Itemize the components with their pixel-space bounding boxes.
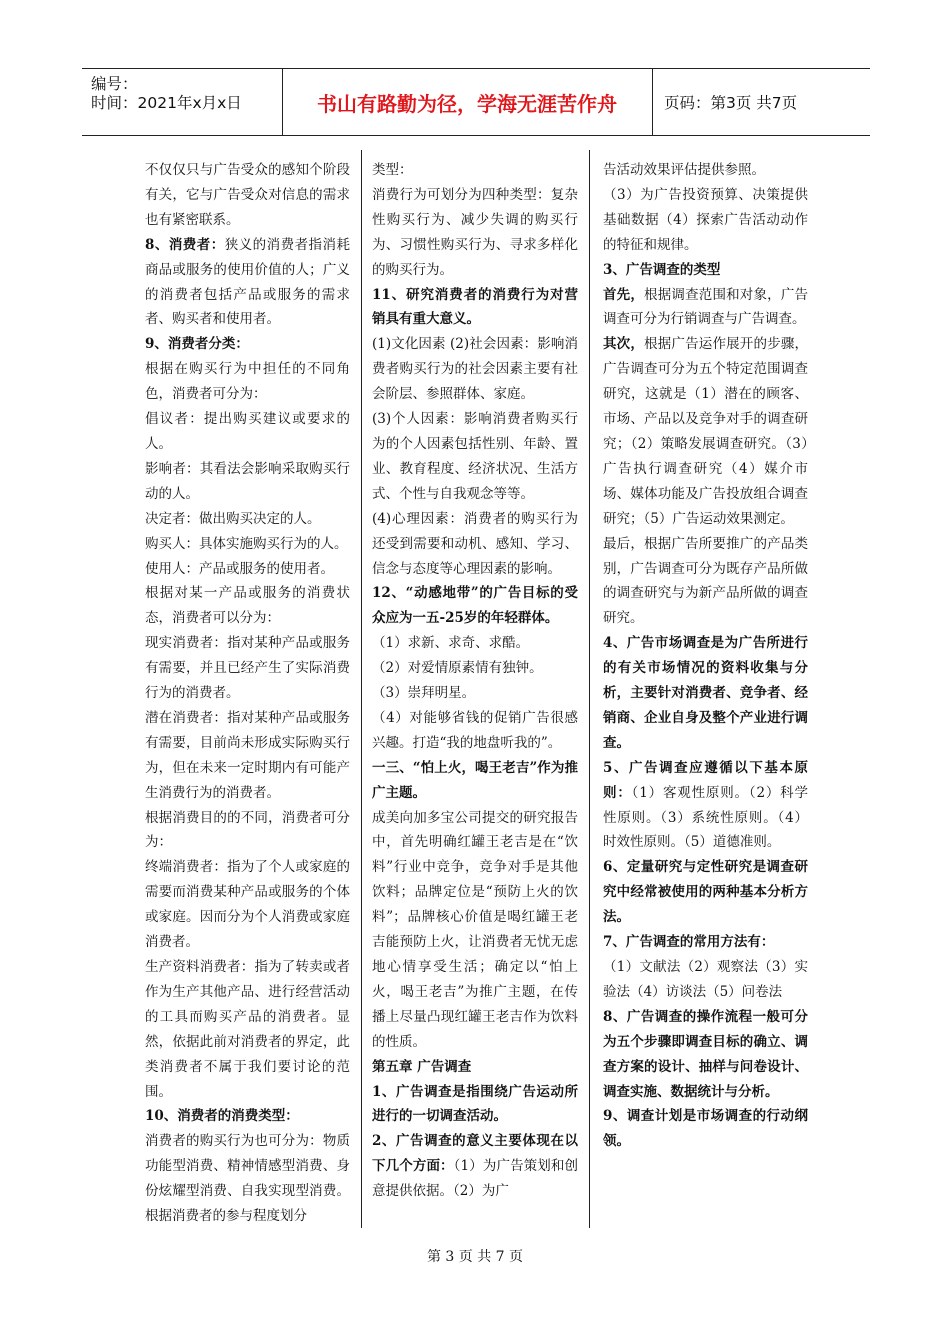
paragraph [145, 532, 350, 557]
paragraph [372, 756, 578, 806]
paragraph [603, 955, 808, 1005]
text-column-1 [145, 158, 350, 1229]
paragraph-text: （1）文献法（2）观察法（3）实验法（4）访谈法（5）问卷法 [603, 959, 808, 1000]
paragraph-text: 终端消费者：指为了个人或家庭的需要而消费某种产品或服务的个体或家庭。因而分为个人消费或家庭消费者。 [145, 859, 350, 951]
paragraph-heading: 8、消费者： [145, 236, 225, 253]
paragraph-heading: 1、广告调查是指围绕广告运动所进行的一切调查活动。 [372, 1083, 578, 1125]
header-page-label: 页码：第3页 共7页 [664, 94, 798, 112]
paragraph [372, 806, 578, 1055]
paragraph [145, 806, 350, 856]
paragraph-text: 影响者：其看法会影响采取购买行动的人。 [145, 460, 350, 502]
paragraph [603, 631, 808, 756]
paragraph-text: 告活动效果评估提供参照。 [603, 162, 765, 178]
paragraph-heading: 8、广告调查的操作流程一般可分为五个步骤即调查目标的确立、调查方案的设计、抽样与问卷设计、调查实施、数据统计与分析。 [603, 1008, 808, 1100]
paragraph-text: （1）客观性原则。（2）科学性原则。（3）系统性原则。（4）时效性原则。（5）道德准则。 [603, 784, 809, 851]
paragraph [145, 855, 350, 955]
paragraph [372, 1080, 578, 1130]
paragraph [145, 557, 350, 582]
paragraph [603, 1104, 808, 1154]
paragraph-heading: 一三、“怕上火，喝王老吉”作为推广主题。 [372, 759, 578, 801]
header-motto: 书山有路勤为径，学海无涯苦作舟 [282, 69, 653, 135]
paragraph-text: 生产资料消费者：指为了转卖或者作为生产其他产品、进行经营活动的工具而购买产品的消费者。显然，依据此前对消费者的界定，此类消费者不属于我们要讨论的范围。 [145, 959, 350, 1100]
paragraph-text: （1）为广告策划和创意提供依据。（2）为广 [372, 1158, 579, 1200]
paragraph-heading: 3、广告调查的类型 [603, 261, 721, 278]
paragraph [603, 183, 808, 258]
header-meta [82, 69, 283, 135]
number-label: 编号： [91, 75, 138, 93]
paragraph [603, 1005, 808, 1105]
paragraph [145, 706, 350, 806]
paragraph-heading: 11、研究消费者的消费行为对营销具有重大意义。 [372, 286, 578, 328]
paragraph-text: 不仅仅只与广告受众的感知个阶段有关，它与广告受众对信息的需求也有紧密联系。 [145, 162, 350, 228]
paragraph-text: （3）为广告投资预算、决策提供基础数据（4）探索广告活动动作的特征和规律。 [603, 186, 808, 253]
text-column-2 [372, 158, 578, 1204]
paragraph [372, 581, 578, 631]
paragraph-text: 根据消费目的的不同，消费者可分为： [145, 809, 350, 851]
paragraph [145, 233, 350, 333]
paragraph-text: 根据调查范围和对象，广告调查可分为行销调查与广告调查。 [603, 286, 809, 328]
paragraph [603, 332, 808, 531]
paragraph-text: （4）对能够省钱的促销广告很感兴趣。打造“我的地盘听我的”。 [372, 709, 578, 751]
paragraph [145, 581, 350, 631]
paragraph [145, 1129, 350, 1229]
paragraph [372, 656, 578, 681]
paragraph-text: （3）崇拜明星。 [372, 685, 476, 702]
paragraph [372, 631, 578, 656]
column-divider [361, 150, 362, 1228]
paragraph [145, 1104, 350, 1129]
paragraph [372, 706, 578, 756]
paragraph-text: 消费行为可划分为四种类型：复杂性购买行为、减少失调的购买行为、习惯性购买行为、寻求多样化的购买行为。 [372, 186, 578, 278]
paragraph-heading: 9、消费者分类： [145, 336, 249, 353]
paragraph-heading: 9、调查计划是市场调查的行动纲领。 [603, 1108, 808, 1150]
paragraph [372, 183, 578, 283]
paragraph-heading: 5、广告调查应遵循以下基本原则： [603, 759, 808, 801]
paragraph-heading: 首先， [603, 286, 645, 303]
paragraph-heading: 4、广告市场调查是为广告所进行的有关市场情况的资料收集与分析，主要针对消费者、竞争者、经销商、企业自身及整个产业进行调查。 [603, 635, 808, 751]
paragraph [603, 158, 808, 183]
paragraph [372, 1055, 578, 1080]
paragraph-text: 潜在消费者：指对某种产品或服务有需要，目前尚未形成实际购买行为，但在未来一定时期内有可能产生消费行为的消费者。 [145, 709, 350, 801]
paragraph-text: 倡议者：提出购买建议或要求的人。 [145, 411, 350, 452]
paragraph-heading: 7、广告调查的常用方法有： [603, 934, 775, 951]
paragraph [145, 955, 350, 1104]
paragraph-text: 最后，根据广告所要推广的产品类别，广告调查可分为既存产品所做的调查研究与为新产品所做的调查研究。 [603, 535, 808, 627]
paragraph [372, 681, 578, 706]
paragraph [145, 507, 350, 532]
text-column-3 [603, 158, 808, 1154]
paragraph [145, 407, 350, 457]
paragraph [603, 283, 808, 333]
page-footer: 第 3 页 共 7 页 [426, 1249, 524, 1265]
paragraph-text: （1）求新、求奇、求酷。 [372, 635, 530, 652]
paragraph-text: (1)文化因素 (2)社会因素：影响消费者购买行为的社会因素主要有社会阶层、参照群体、家庭。 [372, 336, 578, 403]
paragraph [372, 332, 578, 407]
paragraph [145, 457, 350, 507]
paragraph-text: 现实消费者：指对某种产品或服务有需要，并且已经产生了实际消费行为的消费者。 [145, 635, 350, 702]
paragraph-text: 狭义的消费者指消耗商品或服务的使用价值的人；广义的消费者包括产品或服务的需求者、购买者和使用者。 [145, 236, 351, 328]
paragraph [372, 507, 578, 582]
paragraph [372, 407, 578, 507]
paragraph-text: 决定者：做出购买决定的人。 [145, 510, 321, 527]
paragraph-text: (4)心理因素：消费者的购买行为还受到需要和动机、感知、学习、信念与态度等心理因素的影响。 [372, 510, 578, 577]
paragraph-text: 购买人：具体实施购买行为的人。 [145, 535, 348, 552]
paragraph-text: 成美向加多宝公司提交的研究报告中，首先明确红罐王老吉是在“饮料”行业中竞争，竞争对手是其他饮料；品牌定位是“预防上火的饮料”；品牌核心价值是喝红罐王老吉能预防上火，让消费者无忧无虑地心情享受生活；确定以“怕上火，喝王老吉”为推广主题，在传播上尽量凸现红罐王老吉作为饮料的性质。 [372, 809, 578, 1050]
paragraph-heading: 第五章 广告调查 [372, 1058, 472, 1075]
paragraph [145, 332, 350, 357]
paragraph-heading: 2、广告调查的意义主要体现在以下几个方面： [372, 1133, 578, 1175]
paragraph [603, 930, 808, 955]
paragraph-text: 根据对某一产品或服务的消费状态，消费者可以分为： [145, 585, 350, 627]
paragraph-heading: 12、“动感地带”的广告目标的受众应为一五-25岁的年轻群体。 [372, 585, 578, 627]
paragraph-heading: 6、定量研究与定性研究是调查研究中经常被使用的两种基本分析方法。 [603, 859, 808, 926]
paragraph-text: 使用人：产品或服务的使用者。 [145, 560, 334, 577]
paragraph [603, 258, 808, 283]
paragraph [372, 283, 578, 333]
date-label: 时间：2021年x月x日 [91, 94, 242, 112]
paragraph [372, 158, 578, 183]
column-divider [589, 150, 590, 1228]
paragraph-text: 根据在购买行为中担任的不同角色，消费者可分为： [145, 361, 350, 403]
paragraph-text: 消费者的购买行为也可分为：物质功能型消费、精神情感型消费、身份炫耀型消费、自我实现型消费。根据消费者的参与程度划分 [145, 1133, 350, 1225]
paragraph [603, 855, 808, 930]
paragraph-text: （2）对爱情原素情有独钟。 [372, 660, 543, 677]
paragraph-heading: 10、消费者的消费类型： [145, 1108, 299, 1125]
paragraph [145, 631, 350, 706]
paragraph-text: 根据广告运作展开的步骤，广告调查可分为五个特定范围调查研究，这就是（1）潜在的顾客、市场、产品以及竞争对手的调查研究；（2）策略发展调查研究。（3）广告执行调查研究（4）媒介市场、媒体功能及广告投放组合调查研究；（5）广告运动效果测定。 [603, 336, 809, 527]
paragraph [145, 357, 350, 407]
paragraph [603, 532, 808, 632]
paragraph [372, 1129, 578, 1204]
paragraph [603, 756, 808, 856]
page-header [82, 68, 870, 136]
paragraph [145, 158, 350, 233]
paragraph-heading: 其次， [603, 336, 645, 353]
paragraph-text: (3)个人因素：影响消费者购买行为的个人因素包括性别、年龄、置业、教育程度、经济状况、生活方式、个性与自我观念等等。 [372, 411, 578, 502]
paragraph-text: 类型： [372, 162, 413, 178]
